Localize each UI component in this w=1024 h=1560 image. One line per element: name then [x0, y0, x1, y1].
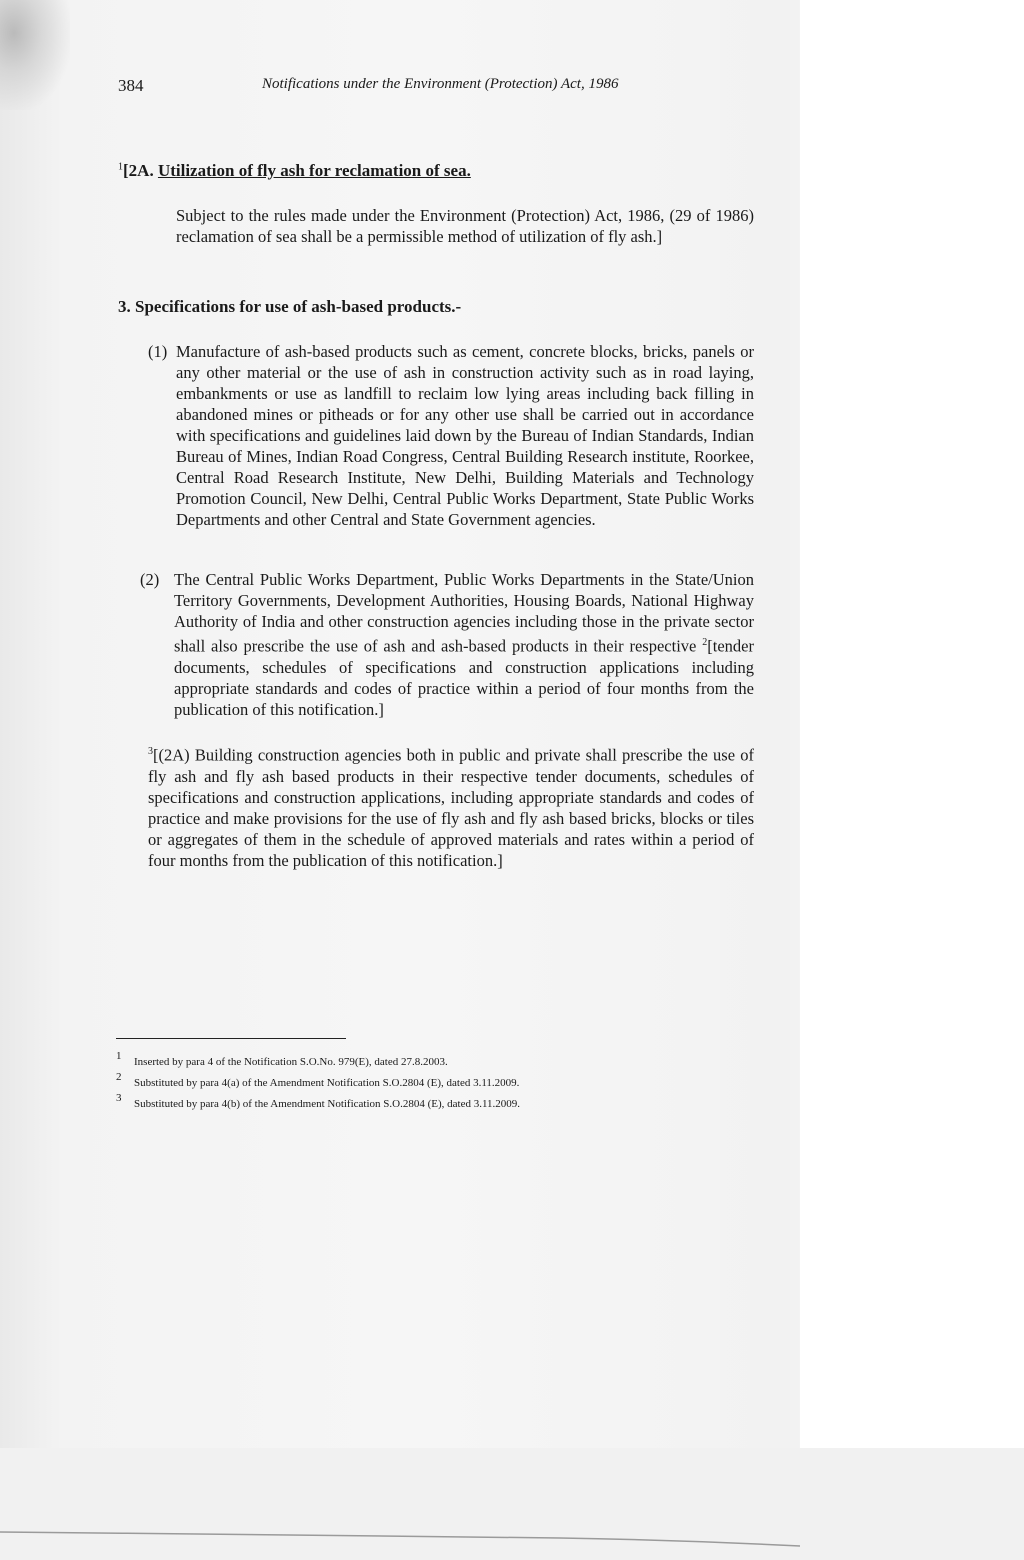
footnote-text: Inserted by para 4 of the Notification S.O.No. 979(E), dated 27.8.2003. — [134, 1056, 448, 1068]
clause-text — [174, 569, 754, 720]
running-title: Notifications under the Environment (Protection) Act, 1986 — [262, 76, 619, 92]
footnote-number: 3 — [116, 1092, 122, 1104]
footnote-mark: 1 — [118, 161, 123, 173]
clause-2a-text: [(2A) Building construction agencies both in public and private shall prescribe the use of fly ash and fly ash based products in their respective tender documents, schedules of specifications and construction applications, including appropriate standards and codes of practice and make provisions for the use of fly ash and fly ash based bricks, blocks or tiles or aggregates of them in the schedule of approved materials and rates within a period of four months from the publication of this notification.] — [148, 745, 754, 870]
scan-shadow — [0, 0, 70, 110]
footnote-mark: 3 — [148, 746, 153, 757]
footnote-text: Substituted by para 4(b) of the Amendment Notification S.O.2804 (E), dated 3.11.2009. — [134, 1098, 521, 1110]
footnote-text: Substituted by para 4(a) of the Amendment Notification S.O.2804 (E), dated 3.11.2009. — [134, 1077, 520, 1089]
clause-number: (1) — [148, 342, 168, 361]
section-2a-prefix: [2A. — [123, 161, 158, 180]
page-margin-white — [800, 0, 1024, 1448]
footnote-separator — [116, 1038, 346, 1039]
clause-text — [148, 741, 754, 871]
footnote-number: 1 — [116, 1050, 122, 1062]
section-2a-title: Utilization of fly ash for reclamation of sea. — [157, 161, 471, 180]
page-number: 384 — [118, 76, 144, 95]
clause-number: (2) — [140, 570, 160, 589]
section-2a-heading — [118, 161, 471, 181]
clause-text-after: [tender documents, schedules of specifications and construction applications including appropriate standards and codes of practice within a period of four months from the publication of this notification.] — [174, 636, 754, 719]
footnote-mark: 2 — [702, 637, 708, 648]
section-2a-body: Subject to the rules made under the Environment (Protection) Act, 1986, (29 of 1986) reclamation of sea shall be a permissible method of utilization of fly ash.] — [176, 206, 754, 246]
clause-text: Manufacture of ash-based products such as cement, concrete blocks, bricks, panels or any other material or the use of ash in construction activity such as in road laying, embankments or use as landfill to reclaim low lying areas including back filling in abandoned mines or pitheads or for any other use shall be carried out in accordance with specifications and guidelines laid down by the Bureau of Indian Standards, Indian Bureau of Mines, Indian Road Congress, Central Building Research institute, Roorkee, Central Road Research Institute, New Delhi, Building Materials and Technology Promotion Council, New Delhi, Central Public Works Department, State Public Works Departments and other Central and State Government agencies. — [176, 342, 754, 529]
clause-text-before: The Central Public Works Department, Public Works Departments in the State/Union Territory Governments, Development Authorities, Housing Boards, National Highway Authority of India and other construction agencies including those in the private sector shall also prescribe the use of ash and ash-based products in their respective — [174, 570, 754, 656]
scan-bottom-edge — [0, 1520, 1024, 1560]
section-3-heading: 3. Specifications for use of ash-based products.- — [118, 297, 462, 316]
footnote-number: 2 — [116, 1071, 122, 1083]
